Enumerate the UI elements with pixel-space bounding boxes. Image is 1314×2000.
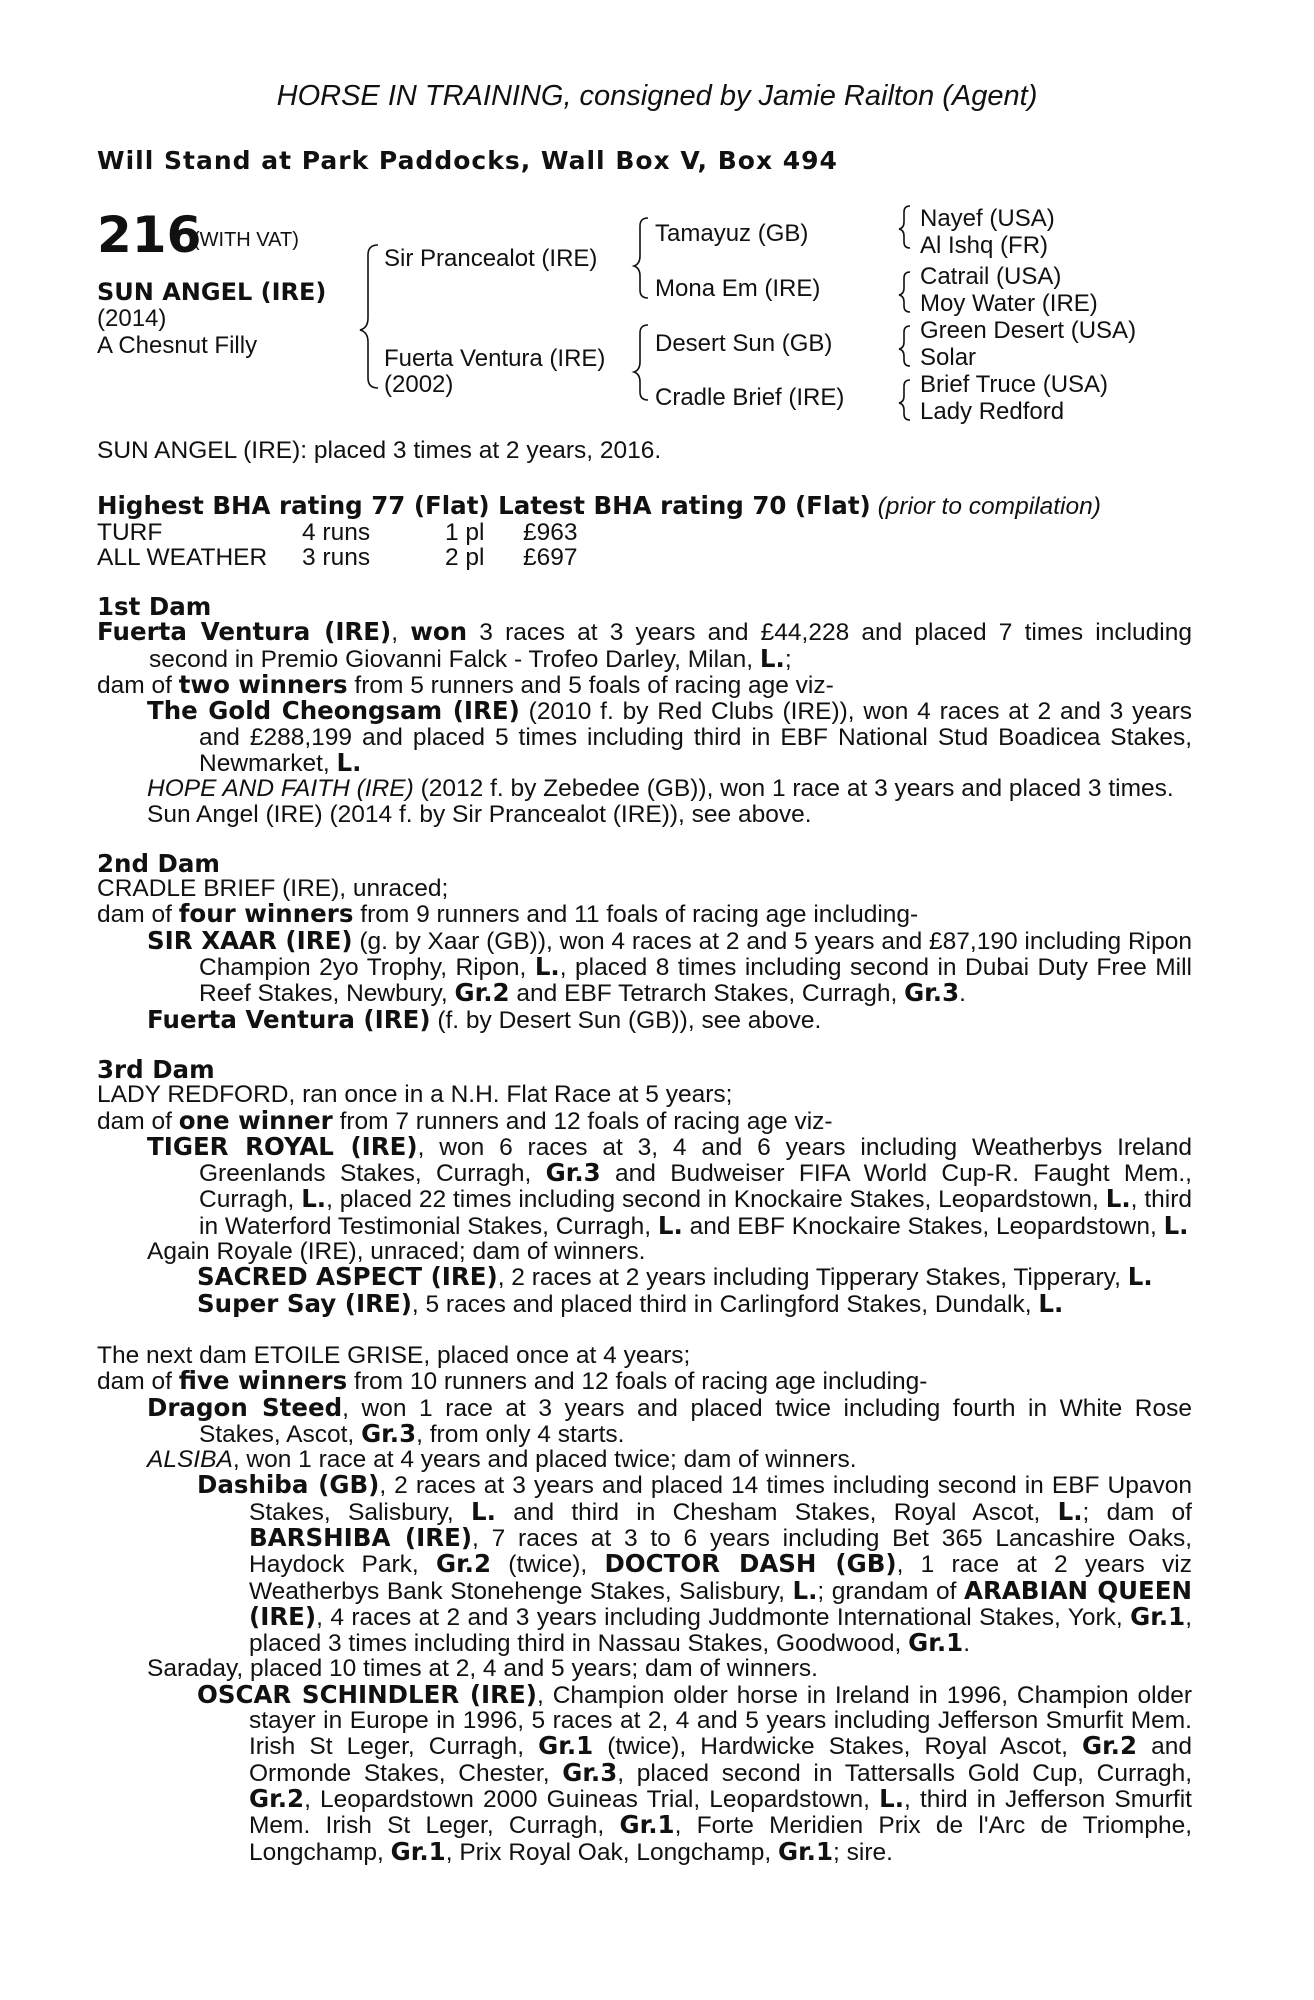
bha-rating-text: Highest BHA rating 77 (Flat) Latest BHA rating 70 (Flat) [97, 491, 871, 521]
text-fragment: . [963, 1630, 971, 1658]
produce-name: DOCTOR DASH (GB) [604, 1549, 897, 1579]
race-summary: SUN ANGEL (IRE): placed 3 times at 2 years, 2016. [97, 437, 662, 464]
produce-entry [97, 1679, 1193, 1866]
text-fragment: and Ormonde Stakes, Chester, [249, 1733, 1192, 1787]
listed-mark: L. [879, 1783, 905, 1813]
text-fragment: won [410, 617, 468, 647]
pedigree-g3-2: Al Ishq (FR) [920, 232, 1049, 259]
produce-entry [97, 1264, 1192, 1290]
pedigree-g3-4: Moy Water (IRE) [920, 290, 1098, 317]
text-fragment: , Forte Meridien Prix de l'Arc de Triomphe, Longchamp, [249, 1812, 1192, 1866]
listed-mark: L. [1105, 1184, 1131, 1214]
produce-entry: Saraday, placed 10 times at 2, 4 and 5 years; dam of winners. [147, 1655, 818, 1683]
dam1-produce-summary [97, 672, 1192, 698]
group-mark: Gr.1 [538, 1731, 594, 1761]
produce-name: SACRED ASPECT (IRE) [197, 1262, 498, 1292]
group-mark: Gr.1 [390, 1836, 446, 1866]
pedigree-g3-8: Lady Redford [920, 398, 1065, 425]
produce-entry: Again Royale (IRE), unraced; dam of winners. [147, 1238, 646, 1266]
group-mark: Gr.3 [361, 1418, 417, 1448]
vat-label: (WITH VAT) [193, 229, 299, 251]
record-surface: ALL WEATHER [97, 543, 268, 571]
text-fragment: from 5 runners and 5 foals of racing age viz- [347, 672, 834, 700]
produce-name: Fuerta Ventura (IRE) [147, 1004, 431, 1034]
group-mark: Gr.3 [562, 1757, 618, 1787]
text-fragment: ; [784, 645, 792, 673]
produce-entry [97, 1131, 1192, 1240]
dam1-name: Fuerta Ventura (IRE) [97, 617, 392, 647]
dam2-heading: 2nd Dam [97, 848, 220, 878]
produce-entry [97, 1004, 1192, 1034]
group-mark: Gr.1 [777, 1836, 834, 1866]
pedigree-g3-6: Solar [920, 344, 977, 371]
group-mark: Gr.1 [619, 1810, 675, 1840]
next-dam-record: The next dam ETOILE GRISE, placed once at 4 years; [97, 1341, 691, 1369]
winners-count: one winner [178, 1105, 333, 1135]
pedigree-dam-year: (2002) [384, 371, 454, 398]
listed-mark: L. [1057, 1496, 1083, 1526]
group-mark: Gr.3 [545, 1158, 601, 1188]
catalogue-text [97, 438, 1192, 1865]
produce-name: ARABIAN QUEEN (IRE) [249, 1575, 1193, 1631]
produce-name: SIR XAAR (IRE) [147, 925, 353, 955]
pedigree-sire-dam: Mona Em (IRE) [655, 275, 821, 302]
produce-entry: Sun Angel (IRE) (2014 f. by Sir Prancealot (IRE)), see above. [147, 800, 812, 828]
produce-entry [97, 1392, 1192, 1448]
race-record-row [97, 520, 1192, 545]
pedigree-g3-1: Nayef (USA) [920, 205, 1055, 232]
group-mark: Gr.2 [1081, 1731, 1138, 1761]
listed-mark: L. [1038, 1288, 1064, 1318]
text-fragment: from 10 runners and 12 foals of racing age including- [347, 1368, 928, 1396]
dam2-produce-summary [97, 901, 1192, 927]
record-surface: TURF [97, 518, 163, 546]
dam2-record: CRADLE BRIEF (IRE), unraced; [97, 875, 449, 903]
produce-name: The Gold Cheongsam (IRE) [147, 696, 520, 726]
text-fragment: (twice), Hardwicke Stakes, Royal Ascot, [593, 1733, 1082, 1761]
text-fragment: dam of [97, 1107, 179, 1135]
horse-description: A Chesnut Filly [97, 332, 258, 359]
text-fragment: , Prix Royal Oak, Longchamp, [445, 1838, 778, 1866]
produce-name: OSCAR SCHINDLER (IRE) [197, 1679, 537, 1709]
group-mark: Gr.2 [435, 1549, 492, 1579]
text-fragment: , [391, 619, 411, 647]
text-fragment: , placed 3 times including third in Nassau Stakes, Goodwood, [249, 1603, 1192, 1658]
produce-name: BARSHIBA (IRE) [249, 1522, 473, 1552]
produce-entry [97, 776, 1192, 801]
text-fragment: and third in Chesham Stakes, Royal Ascot, [495, 1498, 1058, 1526]
record-placed: 2 pl [445, 543, 485, 571]
text-fragment: 3 races at 3 years and £44,228 and placed 7 times including second in Premio Giovanni Falck - Trofeo Darley, Milan, [149, 619, 1192, 673]
text-fragment: . [959, 980, 966, 1008]
produce-name: TIGER ROYAL (IRE) [147, 1131, 418, 1161]
winners-count: two winners [178, 670, 348, 700]
horse-name: SUN ANGEL (IRE) [97, 278, 327, 306]
dam3-heading: 3rd Dam [97, 1054, 215, 1084]
produce-entry [97, 925, 1192, 1008]
text-fragment: dam of [97, 901, 179, 929]
group-mark: Gr.1 [908, 1628, 964, 1658]
text-fragment: , Leopardstown 2000 Guineas Trial, Leopardstown, [304, 1785, 880, 1813]
record-runs: 3 runs [302, 543, 371, 571]
bha-ratings [97, 493, 1192, 519]
text-fragment: and EBF Tetrarch Stakes, Curragh, [509, 980, 905, 1008]
text-fragment: , third in Jefferson Smurfit Mem. Irish St Leger, Curragh, [249, 1785, 1192, 1840]
group-mark: Gr.1 [1130, 1601, 1186, 1631]
text-fragment: , 2 races at 3 years and placed 14 times including second in EBF Upavon Stakes, Salisbury, [249, 1472, 1192, 1526]
text-fragment: , Champion older horse in Ireland in 1996, Champion older stayer in Europe in 1996, 5 races at 2, 4 and 5 years including Jefferson Smurfit Mem. Irish St Leger, Curragh, [249, 1681, 1192, 1761]
record-earnings: £963 [523, 518, 578, 546]
listed-mark: L. [301, 1184, 327, 1214]
produce-entry [97, 1288, 1192, 1318]
pedigree-sire-sire: Tamayuz (GB) [655, 220, 809, 247]
text-fragment: (2010 f. by Red Clubs (IRE)), won 4 races at 2 and 3 years and £288,199 and placed 5 times including third in EBF National Stud Boadicea Stakes, Newmarket, [199, 698, 1193, 777]
text-fragment: , won 1 race at 4 years and placed twice; dam of winners. [232, 1446, 857, 1474]
text-fragment: , won 1 race at 3 years and placed twice including fourth in White Rose Stakes, Ascot, [199, 1394, 1192, 1448]
produce-name: Super Say (IRE) [197, 1288, 412, 1318]
pedigree-g3-5: Green Desert (USA) [920, 317, 1137, 344]
dam3-record: LADY REDFORD, ran once in a N.H. Flat Race at 5 years; [97, 1081, 733, 1109]
listed-mark: L. [1127, 1262, 1153, 1292]
text-fragment: (twice), [491, 1551, 605, 1579]
next-dam-produce-summary [97, 1368, 1192, 1394]
pedigree-sire: Sir Prancealot (IRE) [384, 245, 598, 272]
produce-entry [97, 1472, 1192, 1656]
text-fragment: dam of [97, 672, 179, 700]
listed-mark: L. [471, 1496, 496, 1526]
text-fragment: , third in Waterford Testimonial Stakes, Curragh, [199, 1186, 1192, 1240]
winners-count: five winners [178, 1366, 348, 1396]
text-fragment: (2012 f. by Zebedee (GB)), won 1 race at 3 years and placed 3 times. [413, 775, 1174, 803]
text-fragment: , placed 22 times including second in Knockaire Stakes, Leopardstown, [326, 1186, 1106, 1214]
listed-mark: L. [657, 1210, 683, 1240]
produce-entry [97, 698, 1192, 776]
text-fragment: from 9 runners and 11 foals of racing age including- [353, 901, 919, 929]
listed-mark: L. [1163, 1210, 1189, 1240]
produce-name: ALSIBA [147, 1446, 233, 1474]
listed-mark: L. [336, 747, 362, 777]
produce-name: Dashiba (GB) [197, 1470, 380, 1500]
text-fragment: and EBF Knockaire Stakes, Leopardstown, [682, 1212, 1164, 1240]
dam1-record [97, 619, 1192, 672]
group-mark: Gr.3 [904, 978, 960, 1008]
group-mark: Gr.2 [249, 1783, 305, 1813]
stand-location: Will Stand at Park Paddocks, Wall Box V, Box 494 [97, 146, 838, 175]
text-fragment: , 7 races at 3 to 6 years including Bet 365 Lancashire Oaks, Haydock Park, [249, 1524, 1192, 1579]
text-fragment: ; grandam of [817, 1577, 964, 1605]
pedigree-dam: Fuerta Ventura (IRE) [384, 345, 606, 372]
text-fragment: , 2 races at 2 years including Tipperary Stakes, Tipperary, [497, 1264, 1128, 1292]
listed-mark: L. [534, 952, 560, 982]
text-fragment: dam of [97, 1368, 179, 1396]
text-fragment: , 1 race at 2 years viz Weatherbys Bank Stonehenge Stakes, Salisbury, [249, 1551, 1192, 1605]
produce-name: HOPE AND FAITH (IRE) [147, 775, 414, 803]
text-fragment: , 4 races at 2 and 3 years including Juddmonte International Stakes, York, [316, 1603, 1131, 1631]
text-fragment: (f. by Desert Sun (GB)), see above. [430, 1006, 822, 1034]
record-placed: 1 pl [445, 518, 485, 546]
record-earnings: £697 [523, 543, 578, 571]
pedigree-dam-sire: Desert Sun (GB) [655, 330, 833, 357]
page-title: HORSE IN TRAINING, consigned by Jamie Railton (Agent) [276, 80, 1038, 112]
text-fragment: ; sire. [833, 1838, 893, 1866]
dam1-heading: 1st Dam [97, 592, 212, 622]
text-fragment: ; dam of [1082, 1498, 1192, 1526]
text-fragment: , won 6 races at 3, 4 and 6 years including Weatherbys Ireland Greenlands Stakes, Curragh, [199, 1133, 1192, 1188]
produce-entry [97, 1447, 1192, 1472]
pedigree-dam-dam: Cradle Brief (IRE) [655, 384, 845, 411]
winners-count: four winners [178, 899, 354, 929]
lot-number: 216 [97, 206, 202, 264]
text-fragment: (g. by Xaar (GB)), won 4 races at 2 and 5 years and £87,190 including Ripon Champion 2yo Trophy, Ripon, [199, 927, 1192, 982]
group-mark: Gr.2 [454, 978, 510, 1008]
listed-mark: L. [759, 643, 785, 673]
text-fragment: , placed 8 times including second in Dubai Duty Free Mill Reef Stakes, Newbury, [199, 954, 1192, 1008]
produce-name: Dragon Steed [147, 1392, 343, 1422]
bha-rating-note: (prior to compilation) [877, 493, 1101, 521]
text-fragment: , placed second in Tattersalls Gold Cup, Curragh, [617, 1759, 1193, 1787]
record-runs: 4 runs [302, 518, 371, 546]
horse-year: (2014) [97, 305, 167, 332]
text-fragment: , from only 4 starts. [416, 1420, 625, 1448]
text-fragment: from 7 runners and 12 foals of racing age viz- [332, 1107, 833, 1135]
text-fragment: and Budweiser FIFA World Cup-R. Faught Mem., Curragh, [199, 1160, 1192, 1214]
text-fragment: , 5 races and placed third in Carlingford Stakes, Dundalk, [411, 1290, 1039, 1318]
listed-mark: L. [792, 1575, 818, 1605]
race-record-row [97, 545, 1192, 570]
dam3-produce-summary [97, 1105, 1192, 1135]
pedigree-g3-7: Brief Truce (USA) [920, 371, 1109, 398]
pedigree-g3-3: Catrail (USA) [920, 263, 1062, 290]
